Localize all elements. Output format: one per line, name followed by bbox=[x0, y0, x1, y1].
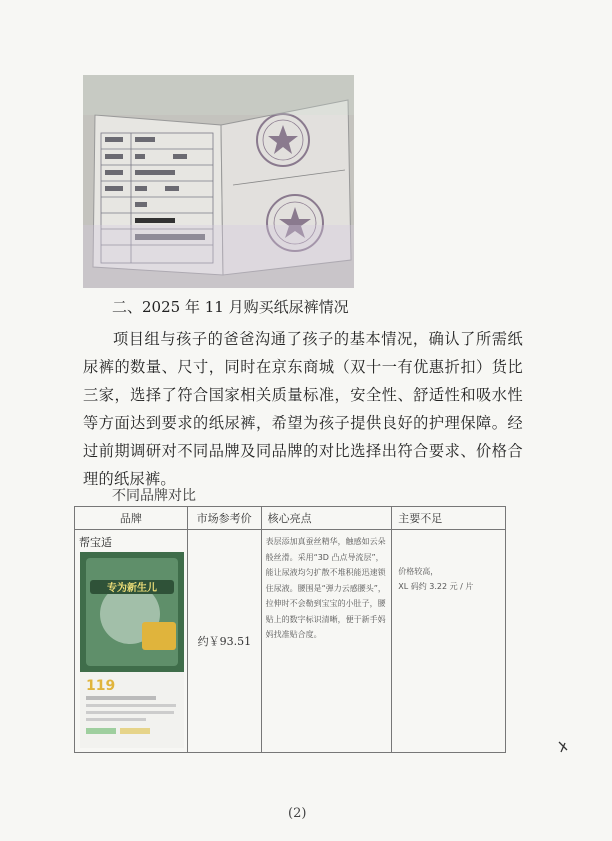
highlight-text: 表层添加真蚕丝精华，触感如云朵般丝滑。采用“3D 凸点导流层”，能让尿液均匀扩散不堆积能迅速锁住尿液。腰围是“弹力云感腰头”，拉伸时不会勒到宝宝的小肚子，腰贴上的数字标识清晰，便于新手妈妈找准贴合度。 bbox=[265, 537, 386, 639]
brand-comparison-table bbox=[74, 506, 506, 753]
shortcoming-cell bbox=[392, 530, 506, 753]
brand-cell bbox=[75, 530, 188, 753]
product-image bbox=[80, 552, 184, 748]
header-highlight: 核心亮点 bbox=[261, 507, 392, 530]
header-brand: 品牌 bbox=[75, 507, 188, 530]
shortcoming-text bbox=[392, 530, 505, 594]
certificate-photo bbox=[83, 75, 354, 288]
table-row bbox=[75, 530, 506, 753]
header-shortcoming: 主要不足 bbox=[392, 507, 506, 530]
header-price: 市场参考价 bbox=[187, 507, 261, 530]
highlight-cell bbox=[261, 530, 392, 753]
price-cell bbox=[187, 530, 261, 753]
product-image-drawing bbox=[80, 552, 184, 748]
body-paragraph: 项目组与孩子的爸爸沟通了孩子的基本情况，确认了所需纸尿裤的数量、尺寸，同时在京东商城（双十一有优惠折扣）货比三家，选择了符合国家相关质量标准，安全性、舒适性和吸水性等方面达到要求的纸尿裤，希望为孩子提供良好的护理保障。经过前期调研对不同品牌及同品牌的对比选择出符合要求、价格合理的纸尿裤。 bbox=[83, 330, 523, 488]
comparison-subheading: 不同品牌对比 bbox=[112, 488, 196, 504]
shortcoming-line-1: 价格较高， bbox=[398, 567, 439, 576]
pen-mark-icon bbox=[557, 740, 571, 754]
brand-name: 帮宝适 bbox=[79, 536, 112, 549]
certificate-photo-drawing bbox=[83, 75, 354, 288]
price-value: 约￥93.51 bbox=[197, 635, 252, 648]
product-banner: 专为新生儿 bbox=[107, 583, 157, 594]
section-heading: 二、2025 年 11 月购买纸尿裤情况 bbox=[112, 298, 349, 316]
shortcoming-line-2: XL 码约 3.22 元 / 片 bbox=[398, 582, 474, 591]
table-header-row bbox=[75, 507, 506, 530]
page-number: (2) bbox=[288, 806, 307, 821]
product-price-tag: 119 bbox=[86, 678, 116, 694]
